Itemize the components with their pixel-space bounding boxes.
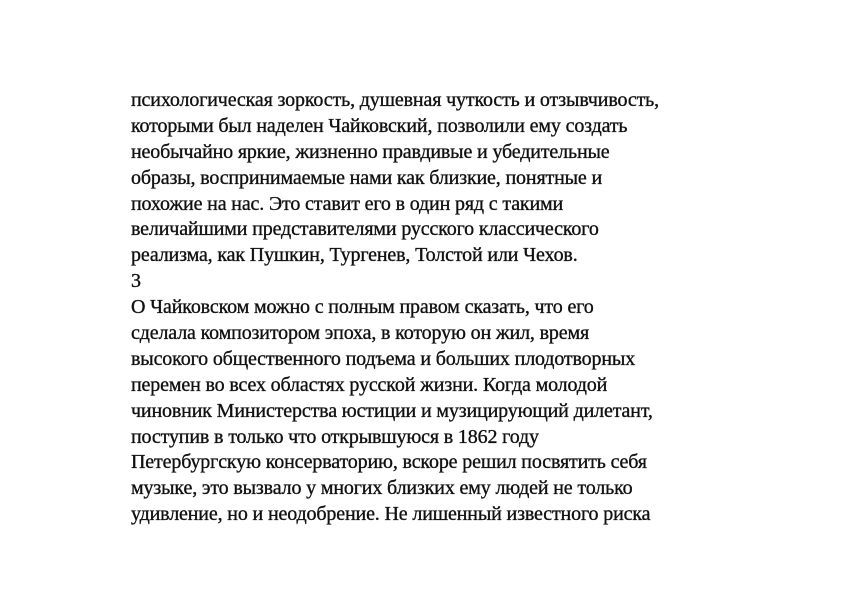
text-line-9: О Чайковском можно с полным правом сказать, что его	[131, 296, 594, 319]
text-line-3: необычайно яркие, жизненно правдивые и убедительные	[131, 140, 610, 163]
text-line-6: величайшими представителями русского классического	[131, 218, 599, 241]
text-line-15: Петербургскую консерваторию, вскоре решил посвятить себя	[131, 451, 647, 474]
text-line-1: психологическая зоркость, душевная чуткость и отзывчивость,	[131, 89, 659, 111]
text-line-11: высокого общественного подъема и больших плодотворных	[131, 347, 636, 370]
section-number: 3	[131, 270, 141, 293]
text-line-7: реализма, как Пушкин, Тургенев, Толстой или Чехов.	[131, 244, 578, 267]
text-line-13: чиновник Министерства юстиции и музицирующий дилетант,	[131, 399, 653, 422]
text-line-17: удивление, но и неодобрение. Не лишенный известного риска	[131, 503, 651, 526]
document-text	[131, 88, 771, 528]
text-line-12: перемен во всех областях русской жизни. Когда молодой	[131, 373, 608, 396]
text-line-10: сделала композитором эпоха, в которую он жил, время	[131, 322, 590, 345]
text-line-5: похожие на нас. Это ставит его в один ряд с такими	[131, 192, 564, 215]
text-line-16: музыке, это вызвало у многих близких ему людей не только	[131, 477, 633, 500]
text-line-4: образы, воспринимаемые нами как близкие, понятные и	[131, 166, 603, 189]
text-line-14: поступив в только что открывшуюся в 1862 году	[131, 425, 539, 448]
text-line-2: которыми был наделен Чайковский, позволили ему создать	[131, 114, 628, 137]
